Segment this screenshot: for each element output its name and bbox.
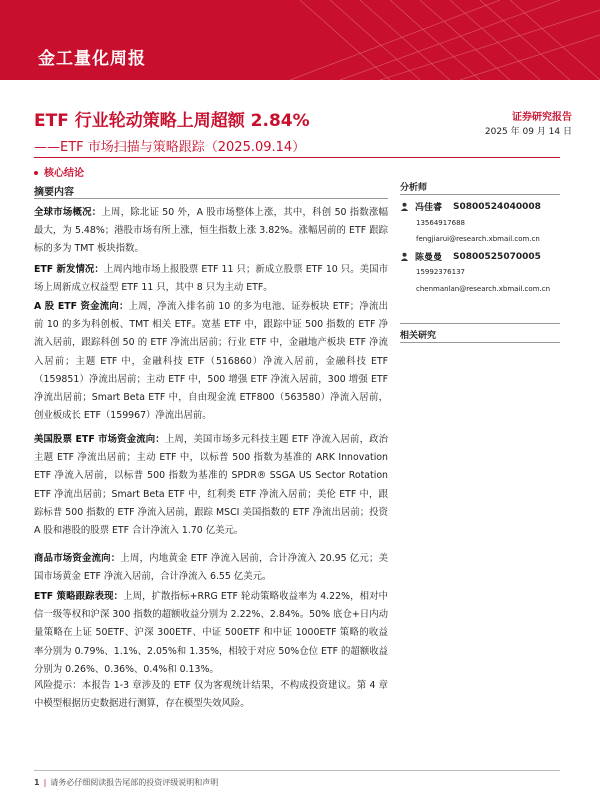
core-conclusion-text: 核心结论 bbox=[44, 168, 84, 179]
paragraph-text: 上周，美国市场多元科技主题 ETF 净流入居前，政治主题 ETF 净流出居前；主动 ETF 中，以标普 500 指数为基准的 ARK Innovation ETF 净流入居前，以标普 500 指数为基准的 SPDR® SSGA US Sector Rotation ETF 净流出居前；Smart Beta ETF 中，红利类 ETF 净流入居前；美伦 ETF 中，跟踪标普 500 指数的 ETF 净流入居前，跟踪 MSCI 美国指数的 ETF 净流出居前；投资 A 股和港股的股票 ETF 合计净流入 1.70 亿美元。 bbox=[34, 434, 388, 537]
paragraph-risk-warning bbox=[34, 677, 388, 713]
paragraph-lead: 商品市场资金流向： bbox=[34, 553, 121, 564]
report-type-label: 证券研究报告 bbox=[512, 112, 572, 123]
analyst-phone: 15992376137 bbox=[416, 268, 465, 276]
paragraph-lead: 美国股票 ETF 市场资金流向： bbox=[34, 434, 165, 445]
analysts-heading: 分析师 bbox=[400, 183, 428, 193]
paragraph-text: 上周，除北证 50 外，A 股市场整体上涨，其中，科创 50 指数涨幅最大，为 5.48%；港股市场有所上涨，恒生指数上涨 3.82%。涨幅居前的 ETF 跟踪标的多为 TMT 板块指数。 bbox=[34, 207, 388, 255]
related-divider-bottom bbox=[400, 342, 560, 343]
report-subtitle: ——ETF 市场扫描与策略跟踪（2025.09.14） bbox=[34, 140, 306, 155]
paragraph-lead: A 股 ETF 资金流向： bbox=[34, 301, 129, 312]
analyst-name: 冯佳睿 bbox=[415, 203, 443, 213]
paragraph-commodity-flows bbox=[34, 550, 388, 586]
analysts-divider bbox=[400, 194, 560, 195]
related-divider-top bbox=[400, 323, 560, 324]
paragraph-text: 上周，净流入排名前 10 的多为电池、证券板块 ETF；净流出前 10 的多为科创板、TMT 相关 ETF。宽基 ETF 中，跟踪中证 500 指数的 ETF 净流入居前，跟踪科创 50 的 ETF 净流出居前；行业 ETF 中，金融地产板块 ETF 净流入居前；主题 ETF 中，金融科技 ETF（516860）净流入居前，金融科技 ETF（159851）净流出居前；主动 ETF 中，500 增强 ETF 净流入居前，300 增强 ETF 净流出居前；Smart Beta ETF 中，自由现金流 ETF800（563580）净流入居前，创业板成长 ETF（159967）净流出居前。 bbox=[34, 301, 388, 422]
footer-separator: | bbox=[43, 778, 47, 787]
bullet-icon bbox=[34, 171, 38, 175]
person-icon bbox=[400, 202, 409, 211]
series-title: 金工量化周报 bbox=[38, 49, 146, 69]
paragraph-strategy-performance bbox=[34, 588, 388, 679]
paragraph-text: 上周，扩散指标+RRG ETF 轮动策略收益率为 4.22%，相对中信一级等权和沪深 300 指数的超额收益分别为 2.22%、2.84%。50% 底仓+日内动量策略在上证 50ETF、沪深 300ETF、中证 500ETF 和中证 1000ETF 策略的收益率分别为 0.79%、1.1%、2.05%和 1.35%，相较于对应 50%仓位 ETF 的超额收益分别为 0.26%、0.36%、0.4%和 0.13%。 bbox=[34, 591, 388, 675]
footer-disclaimer: 请务必仔细阅读报告尾部的投资评级说明和声明 bbox=[50, 778, 219, 787]
core-conclusion-label bbox=[34, 164, 84, 179]
analyst-1 bbox=[400, 200, 541, 213]
related-research-heading: 相关研究 bbox=[400, 331, 437, 341]
analyst-2 bbox=[400, 250, 541, 263]
report-title: ETF 行业轮动策略上周超额 2.84% bbox=[34, 111, 310, 131]
analyst-email[interactable]: fengjiarui@research.xbmail.com.cn bbox=[416, 235, 540, 243]
analyst-phone: 13564917688 bbox=[416, 219, 465, 227]
footer bbox=[34, 777, 218, 788]
analyst-email[interactable]: chenmanlan@research.xbmail.com.cn bbox=[416, 285, 551, 293]
paragraph-text: 风险提示：本报告 1-3 章涉及的 ETF 仅为客观统计结果，不构成投资建议。第 4 章中模型根据历史数据进行测算，存在模型失效风险。 bbox=[34, 680, 388, 710]
paragraph-text: 上周内地市场上报股票 ETF 11 只；新成立股票 ETF 10 只。美国市场上周新成立权益型 ETF 11 只，其中 8 只为主动 ETF。 bbox=[34, 264, 388, 294]
paragraph-lead: 全球市场概况： bbox=[34, 207, 102, 218]
paragraph-a-share-flows bbox=[34, 298, 388, 425]
title-divider bbox=[34, 157, 560, 158]
paragraph-lead: ETF 策略跟踪表现： bbox=[34, 591, 124, 602]
report-date: 2025 年 09 月 14 日 bbox=[484, 127, 572, 137]
paragraph-new-etf bbox=[34, 261, 388, 297]
paragraph-text: 上周，内地黄金 ETF 净流入居前，合计净流入 20.95 亿元；美国市场黄金 ETF 净流入居前，合计净流入 6.55 亿美元。 bbox=[34, 553, 388, 583]
paragraph-us-flows bbox=[34, 431, 388, 540]
analyst-name: 陈曼曼 bbox=[415, 253, 443, 263]
footer-divider bbox=[34, 770, 560, 771]
analyst-cert: S0800525070005 bbox=[453, 251, 541, 262]
header-banner bbox=[0, 0, 600, 80]
analyst-cert: S0800524040008 bbox=[453, 201, 541, 212]
summary-heading: 摘要内容 bbox=[34, 187, 74, 198]
page-number: 1 bbox=[34, 778, 40, 787]
paragraph-global-market bbox=[34, 204, 388, 259]
paragraph-lead: ETF 新发情况： bbox=[34, 264, 104, 275]
summary-divider bbox=[34, 198, 388, 199]
person-icon bbox=[400, 252, 409, 261]
